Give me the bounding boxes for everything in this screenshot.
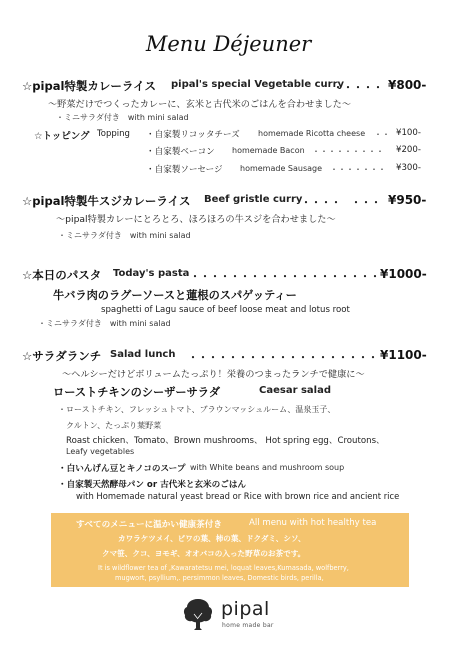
topping-dots: ・・・・・・・ — [330, 165, 386, 174]
tea-note-heading: すべてのメニューに温かい健康茶付き — [76, 520, 222, 530]
pasta-price: ¥1000- — [380, 267, 427, 281]
beef-curry-price: ¥950- — [388, 193, 427, 207]
topping-item-en: homemade Sausage — [240, 164, 323, 173]
topping-price: ¥200- — [396, 145, 421, 155]
topping-item: ・自家製ベーコン — [146, 147, 215, 157]
tea-note-herbs-2: クマ笹、クコ、ヨモギ、オオバコの入った野草のお茶です。 — [102, 549, 306, 558]
tea-note-herbs-1: カワラケツメイ、ビワの葉、柿の葉、ドクダミ、シソ、 — [118, 534, 306, 543]
topping-label: ☆トッピング — [34, 131, 90, 142]
tree-icon — [183, 597, 213, 631]
beef-curry-dots: ・・・・ ・・・ — [301, 198, 381, 209]
salad-description: ～ヘルシーだけどボリュームたっぷり！栄養のつまったランチで健康に～ — [62, 369, 365, 380]
curry-dots: ・・・・・ — [333, 83, 383, 94]
bread-item: ・自家製天然酵母パン or 古代米と玄米のごはん — [58, 480, 247, 490]
curry-price: ¥800- — [388, 78, 427, 92]
salad-ingredients-en: Roast chicken、Tomato、Brown mushrooms、 Hot spring egg、Croutons、 — [66, 436, 385, 446]
salad-ingredients-jp-2: クルトン、たっぷり葉野菜 — [66, 421, 162, 430]
tea-note-heading-en: All menu with hot healthy tea — [249, 518, 377, 528]
pasta-salad-note: ・ミニサラダ付き with mini salad — [38, 319, 171, 328]
salad-ingredients-jp: ・ローストチキン、フレッシュトマト、ブラウンマッシュルーム、温泉玉子、 — [58, 405, 336, 414]
curry-description: ～野菜だけでつくったカレーに、玄米と古代米のごはんを合わせました～ — [48, 99, 352, 110]
tea-note-en-1: It is wildflower tea of ,Kawaratetsu mei, loquat leaves,Kumasada, wolfberry, — [98, 564, 349, 572]
menu-title: Menu Déjeuner — [145, 32, 312, 56]
topping-dots: ・・ — [374, 130, 390, 139]
beef-curry-heading-en: Beef gristle curry — [204, 194, 303, 205]
topping-dots: ・・・・・・・・・ — [312, 147, 384, 156]
salad-dish: ローストチキンのシーザーサラダ — [53, 386, 221, 399]
soup-item-en: with White beans and mushroom soup — [190, 463, 345, 472]
curry-heading: ☆pipal特製カレーライス — [22, 79, 156, 93]
pasta-dish-en: spaghetti of Lagu sauce of beef loose meat and lotus root — [101, 305, 350, 315]
salad-dish-en: Caesar salad — [259, 385, 332, 396]
beef-curry-salad-note: ・ミニサラダ付き with mini salad — [58, 231, 191, 240]
logo-name: pipal — [221, 598, 270, 620]
beef-curry-description: ～pipal特製カレーにとろとろ、ほろほろの牛スジを合わせました～ — [56, 214, 336, 225]
topping-price: ¥100- — [396, 128, 421, 138]
pasta-heading-en: Today's pasta — [113, 268, 190, 279]
topping-item-en: homemade Bacon — [232, 146, 305, 155]
logo-tagline: home made bar — [222, 622, 274, 629]
beef-curry-heading: ☆pipal特製牛スジカレーライス — [22, 194, 191, 208]
soup-item: ・白いんげん豆とキノコのスープ — [58, 464, 186, 474]
curry-heading-en: pipal's special Vegetable curry — [171, 79, 345, 90]
topping-item: ・自家製ソーセージ — [146, 165, 223, 175]
salad-heading-en: Salad lunch — [110, 349, 176, 360]
salad-dots: ・・・・・・・・・・・・・・・・・・・ — [188, 353, 378, 364]
topping-item: ・自家製リコッタチーズ — [146, 130, 240, 140]
salad-price: ¥1100- — [380, 348, 427, 362]
pasta-dots: ・・・・・・・・・・・・・・・・・・・ — [190, 272, 380, 283]
topping-label-en: Topping — [97, 129, 130, 139]
tea-note-en-2: mugwort, psyllium,. persimmon leaves, Domestic birds, perilla, — [115, 574, 324, 582]
bread-item-en: with Homemade natural yeast bread or Rice with brown rice and ancient rice — [76, 491, 400, 501]
topping-item-en: homemade Ricotta cheese — [258, 129, 366, 138]
pasta-heading: ☆本日のパスタ — [22, 268, 102, 282]
topping-price: ¥300- — [396, 163, 421, 173]
salad-heading: ☆サラダランチ — [22, 349, 102, 363]
curry-salad-note: ・ミニサラダ付き with mini salad — [56, 113, 189, 122]
pasta-dish: 牛バラ肉のラグーソースと蓮根のスパゲッティー — [53, 289, 297, 302]
salad-ingredients-en-2: Leafy vegetables — [66, 447, 135, 456]
